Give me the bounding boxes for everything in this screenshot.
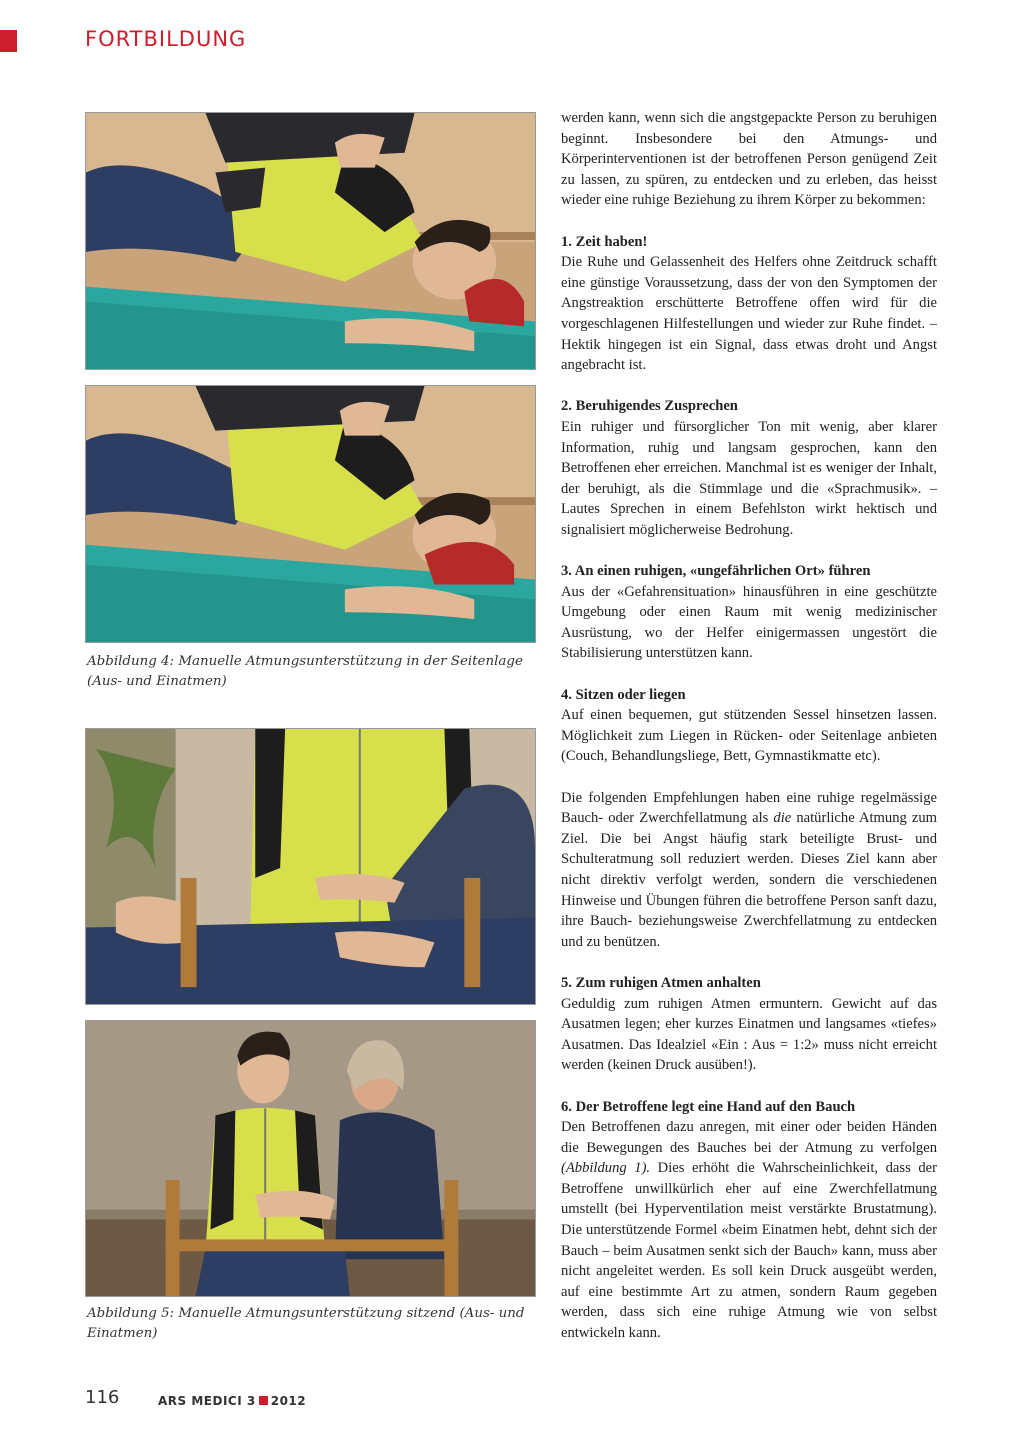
paragraph-beruhigendes-zusprechen: Ein ruhiger und fürsorglicher Ton mit wenig, aber klarer Information, ruhig und langsam gesprochen, kann den Betroffenen eher erreichen. Manchmal ist es weniger der Inhalt, der beruhigt, als die Stimmlage und die «Sprachmusik». – Lautes Sprechen in einem Befehlston wirkt hektisch und signalisiert möglicherweise Bedrohung.: [561, 418, 937, 538]
article-text: [561, 108, 937, 1364]
heading-ruhiger-ort: 3. An einen ruhigen, «ungefährlichen Ort» führen: [561, 563, 871, 580]
paragraph-atmung: [561, 788, 937, 953]
paragraph-hand-auf-bauch: [561, 1117, 937, 1344]
figure-5a-photo: [85, 728, 536, 1005]
figure-4a-photo: [85, 112, 536, 370]
heading-ruhiges-atmen: 5. Zum ruhigen Atmen anhalten: [561, 974, 761, 991]
heading-sitzen-liegen: 4. Sitzen oder liegen: [561, 686, 686, 703]
paragraph-ruhiges-atmen: Geduldig zum ruhigen Atmen ermuntern. Gewicht auf das Ausatmen legen; eher kurzes Einatmen und langsames «tiefes» Ausatmen. Das Idealziel «Ein : Aus = 1:2» muss nicht erreicht werden (keinen Druck ausüben!).: [561, 995, 937, 1074]
magazine-name: ARS MEDICI 3: [158, 1394, 256, 1408]
heading-hand-auf-bauch: 6. Der Betroffene legt eine Hand auf den Bauch: [561, 1098, 856, 1115]
heading-beruhigendes-zusprechen: 2. Beruhigendes Zusprechen: [561, 398, 738, 415]
section-title: FORTBILDUNG: [85, 27, 247, 51]
paragraph-sitzen-liegen: Auf einen bequemen, gut stützenden Sessel hinsetzen lassen. Möglichkeit zum Liegen in Rücken- oder Seitenlage anbieten (Couch, Behandlungsliege, Bett, Gymnastikmatte etc).: [561, 707, 937, 765]
figure-4b-photo: [85, 385, 536, 643]
section-marker: [0, 30, 17, 52]
figure-4-caption: Abbildung 4: Manuelle Atmungsunterstützung in der Seitenlage (Aus- und Einatmen): [87, 654, 523, 689]
page-number: 116: [85, 1387, 120, 1408]
figure-5-caption: Abbildung 5: Manuelle Atmungsunterstützung sitzend (Aus- und Einatmen): [87, 1306, 525, 1341]
paragraph-atmung-part-2: natürliche Atmung zum Ziel. Die bei Angst häufig stark beteiligte Brust- und Schulteratmung soll reduziert werden. Dieses Ziel kann aber nicht direktiv verfolgt werden, sondern die verschiedenen Hinweise und Übungen führen die betroffene Person sanft dazu, ihre Bauch- beziehungsweise Zwerchfellatmung zu entdecken und zu benützen.: [561, 810, 937, 950]
figure-5b-photo: [85, 1020, 536, 1297]
separator-square: [259, 1396, 268, 1405]
paragraph-atmung-part-1: Die folgenden Empfehlungen haben eine ruhige regelmässige Bauch- oder Zwerchfellatmung als: [561, 789, 937, 827]
paragraph-ruhiger-ort: Aus der «Gefahrensituation» hinausführen in eine geschützte Umgebung oder einen Raum mit wenig medizinischer Ausrüstung, wo der Helfer einigermassen ungestört die Stabilisierung unterstützen kann.: [561, 583, 937, 662]
intro-paragraph: werden kann, wenn sich die angstgepackte Person zu beruhigen beginnt. Insbesondere bei den Atmungs- und Körperinterventionen ist der betroffenen Person genügend Zeit zu lassen, zu spüren, zu entdecken und zu erleben, das heisst wieder eine ruhige Beziehung zu ihrem Körper zu bekommen:: [561, 110, 937, 209]
heading-zeit-haben: 1. Zeit haben!: [561, 233, 648, 250]
emphasis-die: die: [773, 810, 792, 827]
paragraph-zeit-haben: Die Ruhe und Gelassenheit des Helfers ohne Zeitdruck schafft eine günstige Voraussetzung, dass der von den Symptomen der Angstreaktion erschütterte Betroffene offen wird für die vorgeschlagenen Hilfestellungen und wieder zur Ruhe findet. – Hektik hingegen ist ein Signal, dass etwas droht und Angst angebracht ist.: [561, 254, 937, 374]
magazine-issue: [158, 1394, 306, 1408]
paragraph-hand-part-1: Den Betroffenen dazu anregen, mit einer oder beiden Händen die Bewegungen des Bauches bei der Atmung zu verfolgen: [561, 1119, 937, 1156]
paragraph-hand-part-2: Dies erhöht die Wahrscheinlichkeit, dass der Betroffene unwillkürlich eher auf eine Zwerchfellatmung umstellt (bei Hyperventilation meist verstärkte Brustatmung). Die unterstützende Formel «beim Einatmen hebt, dehnt sich der Bauch – beim Ausatmen senkt sich der Bauch» kann, muss aber nicht angeleitet werden. Es soll kein Druck ausgeübt werden, auf eine bestimmte Art zu atmen, sondern Raum gegeben werden, dass sich eine ruhige Atmung wie von selbst entwickeln kann.: [561, 1160, 937, 1342]
figure-reference: (Abbildung 1).: [561, 1160, 651, 1177]
magazine-year: 2012: [270, 1394, 307, 1408]
